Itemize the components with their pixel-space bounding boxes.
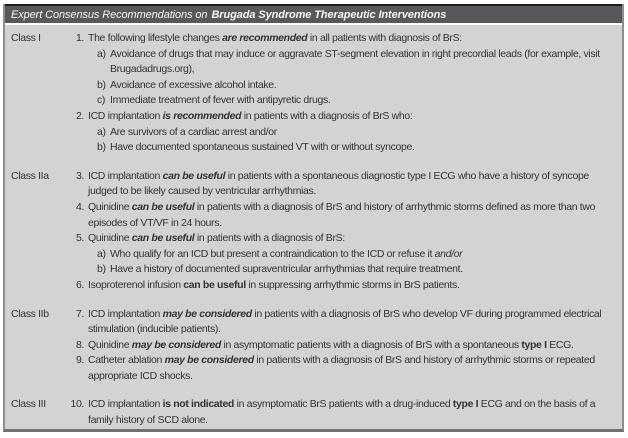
text-segment: can be useful xyxy=(131,232,195,245)
text-segment: ICD implantation xyxy=(88,169,163,182)
text-segment: Isoproterenol infusion xyxy=(88,278,184,291)
class-section xyxy=(11,397,614,428)
recommendation-list xyxy=(69,397,614,428)
text-segment: is recommended xyxy=(162,109,242,122)
recommendation-item xyxy=(69,338,614,354)
recommendation-item xyxy=(69,31,614,47)
sub-item-text xyxy=(110,93,614,109)
item-text xyxy=(88,307,614,338)
text-segment: Immediate treatment of fever with antipyretic drugs. xyxy=(110,94,331,107)
item-text xyxy=(88,31,614,47)
item-number: 10. xyxy=(70,398,84,411)
sub-item xyxy=(69,78,614,94)
text-segment: in asymptomatic patients with a diagnosis of BrS with a spontaneous xyxy=(220,338,522,351)
class-section xyxy=(11,307,614,385)
item-text xyxy=(88,231,614,247)
sub-item xyxy=(69,47,614,78)
item-text xyxy=(88,109,614,125)
recommendation-item xyxy=(69,353,614,384)
sub-item-letter: a) xyxy=(97,47,106,60)
text-segment: may be considered xyxy=(162,307,252,320)
table-title-bar xyxy=(5,4,622,25)
text-segment: in suppressing arrhythmic storms in BrS patients. xyxy=(245,278,460,291)
recommendation-item xyxy=(69,397,614,428)
sub-item-text xyxy=(110,78,614,94)
class-label: Class IIb xyxy=(11,307,49,320)
item-number: 4. xyxy=(75,200,84,213)
recommendation-list xyxy=(69,307,614,385)
sub-item xyxy=(69,140,614,156)
recommendation-item xyxy=(69,307,614,338)
item-text xyxy=(88,169,614,200)
text-segment: Are survivors of a cardiac arrest and/or xyxy=(110,125,277,138)
sub-item xyxy=(69,262,614,278)
text-segment: type I xyxy=(521,338,547,351)
table-body xyxy=(5,25,622,437)
sub-item-letter: b) xyxy=(97,141,106,154)
text-segment: ICD implantation xyxy=(88,398,163,411)
text-segment: Quinidine xyxy=(88,338,132,351)
item-number: 5. xyxy=(75,232,84,245)
sub-item-letter: c) xyxy=(97,94,106,107)
text-segment: and/or xyxy=(434,247,463,260)
class-label: Class III xyxy=(11,398,46,411)
text-segment: Who qualify for an ICD but present a contraindication to the ICD or refuse it xyxy=(110,247,435,260)
text-segment: in patients with a spontaneous diagnostic type I ECG who have a history of syncope judged to be likely caused by ventricular arrhythmias. xyxy=(88,169,589,198)
text-segment: Avoidance of excessive alcohol intake. xyxy=(110,78,277,91)
text-segment: in patients with a diagnosis of BrS and history of arrhythmic storms defined as more than two episodes of VT/VF in 24 hours. xyxy=(88,200,596,229)
sub-item xyxy=(69,93,614,109)
class-label: Class I xyxy=(11,32,41,44)
text-segment: can be useful xyxy=(162,169,226,182)
text-segment: Quinidine xyxy=(88,200,132,213)
text-segment: The following lifestyle changes xyxy=(88,32,223,44)
table-title-lead: Expert Consensus Recommendations on xyxy=(11,8,208,21)
text-segment: Quinidine xyxy=(88,232,132,245)
text-segment: Have a history of documented supraventricular arrhythmias that require treatment. xyxy=(110,263,463,276)
recommendation-item xyxy=(69,169,614,200)
sub-item-letter: b) xyxy=(97,78,106,91)
item-text xyxy=(88,278,614,294)
item-number: 8. xyxy=(75,338,84,351)
text-segment: in patients with a diagnosis of BrS and history of arrhythmic storms or repeated appropriate ICD shocks. xyxy=(88,354,595,382)
recommendation-list xyxy=(69,169,614,294)
text-segment: Avoidance of drugs that may induce or aggravate ST-segment elevation in right precordial leads (for example, visit Brugadadrugs.org), xyxy=(110,47,600,76)
text-segment: can be useful xyxy=(131,200,195,213)
text-segment: is not indicated xyxy=(162,398,235,411)
text-segment: may be considered xyxy=(164,354,254,367)
recommendation-item xyxy=(69,109,614,125)
item-number: 6. xyxy=(75,278,84,291)
sub-item-text xyxy=(110,140,614,156)
item-text xyxy=(88,397,614,428)
item-number: 7. xyxy=(75,307,84,320)
recommendation-item xyxy=(69,231,614,247)
sub-item xyxy=(69,247,614,263)
text-segment: ECG. xyxy=(546,338,574,351)
text-segment: ICD implantation xyxy=(88,109,163,122)
item-number: 9. xyxy=(75,354,84,367)
text-segment: in asymptomatic BrS patients with a drug-induced xyxy=(234,398,453,411)
sub-item-letter: b) xyxy=(97,263,106,276)
sub-item xyxy=(69,125,614,141)
sub-item-text xyxy=(110,125,614,141)
sub-item-letter: a) xyxy=(97,125,106,138)
item-number: 3. xyxy=(75,169,84,182)
item-text xyxy=(88,353,614,384)
text-segment: may be considered xyxy=(131,338,221,351)
class-section xyxy=(11,31,614,156)
table-title-subject: Brugada Syndrome Therapeutic Interventions xyxy=(211,8,447,21)
text-segment: in all patients with diagnosis of BrS: xyxy=(307,32,462,44)
recommendation-item xyxy=(69,200,614,231)
text-segment: Have documented spontaneous sustained VT with or without syncope. xyxy=(110,141,415,154)
class-section xyxy=(11,169,614,294)
sub-item-text xyxy=(110,247,614,263)
text-segment: in patients with a diagnosis of BrS: xyxy=(194,232,345,245)
text-segment: ECG and on the basis of a family history of SCD alone. xyxy=(88,398,596,427)
text-segment: in patients with a diagnosis of BrS who: xyxy=(241,109,413,122)
recommendation-list xyxy=(69,31,614,156)
sub-item-letter: a) xyxy=(97,247,106,260)
sections xyxy=(11,31,614,429)
text-segment: are recommended xyxy=(222,32,308,44)
item-text xyxy=(88,338,614,354)
item-number: 2. xyxy=(75,109,84,122)
sub-item-text xyxy=(110,47,614,78)
text-segment: in patients with a diagnosis of BrS who develop VF during programmed electrical stimulation (inducible patients). xyxy=(88,307,602,336)
recommendation-item xyxy=(69,278,614,294)
text-segment: can be useful xyxy=(183,278,246,291)
sub-item-text xyxy=(110,262,614,278)
text-segment: Catheter ablation xyxy=(88,354,165,367)
item-number: 1. xyxy=(75,32,84,44)
consensus-table xyxy=(3,4,624,432)
item-text xyxy=(88,200,614,231)
text-segment: type I xyxy=(452,398,479,411)
class-label: Class IIa xyxy=(11,169,49,182)
text-segment: ICD implantation xyxy=(88,307,163,320)
